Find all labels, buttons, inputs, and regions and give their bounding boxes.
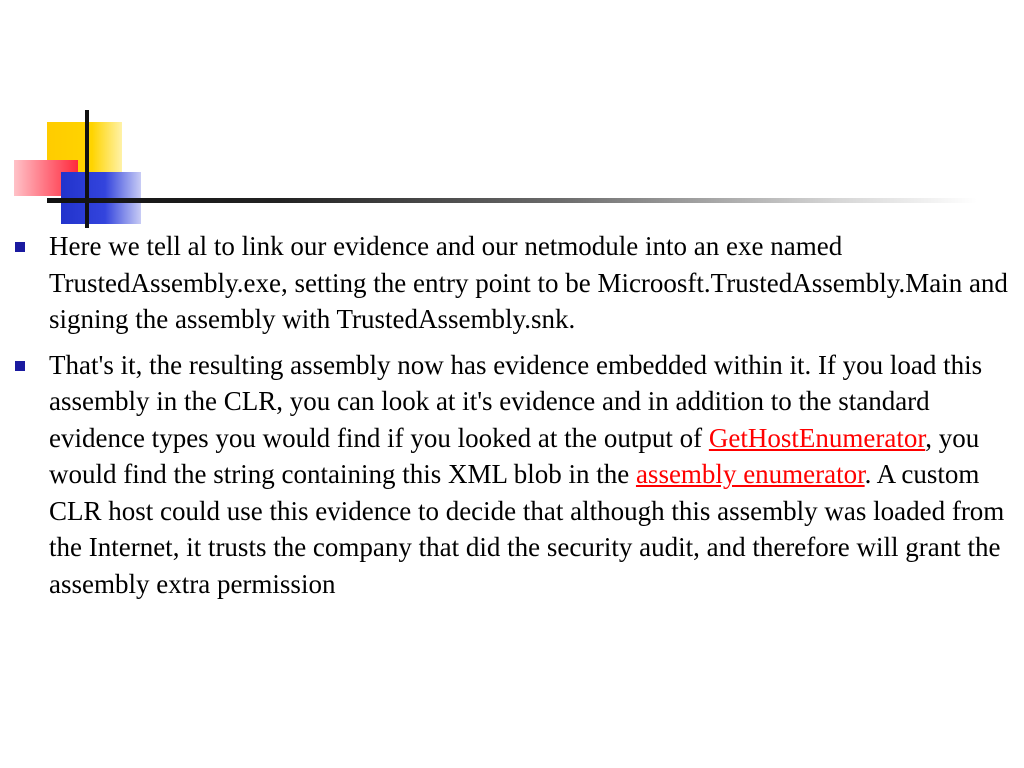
logo-vertical-line — [85, 110, 89, 228]
bullet-text-2-part-2: , you would find the string containing this XML blob in the — [49, 422, 980, 489]
bullet-text-1: Here we tell al to link our evidence and our netmodule into an exe named TrustedAssembly.exe, setting the entry point to be Microosft.TrustedAssembly.Main and signing the assembly with TrustedAssembly.snk. — [49, 231, 1008, 334]
slide-logo-decoration — [0, 0, 1024, 240]
link-gethostenumerator[interactable]: GetHostEnumerator — [708, 422, 926, 453]
bullet-item-2 — [14, 347, 1014, 603]
bullet-square-icon — [15, 242, 25, 252]
slide-content — [14, 228, 1014, 611]
bullet-text-2-part-1: That's it, the resulting assembly now has evidence embedded within it. If you load this assembly in the CLR, you can look at it's evidence and in addition to the standard evidence types you would find if you looked at the output of — [49, 349, 983, 453]
bullet-list — [14, 228, 1014, 602]
link-assembly-enumerator[interactable]: assembly enumerator — [635, 459, 865, 489]
title-divider-line — [47, 198, 977, 203]
bullet-item-1 — [14, 228, 1014, 338]
bullet-text-2-part-3: . A custom CLR host could use this evidence to decide that although this assembly was loaded from the Internet, it trusts the company that did the security audit, and therefore will grant the assembly extra permission — [49, 459, 1005, 599]
bullet-square-icon — [15, 361, 25, 371]
